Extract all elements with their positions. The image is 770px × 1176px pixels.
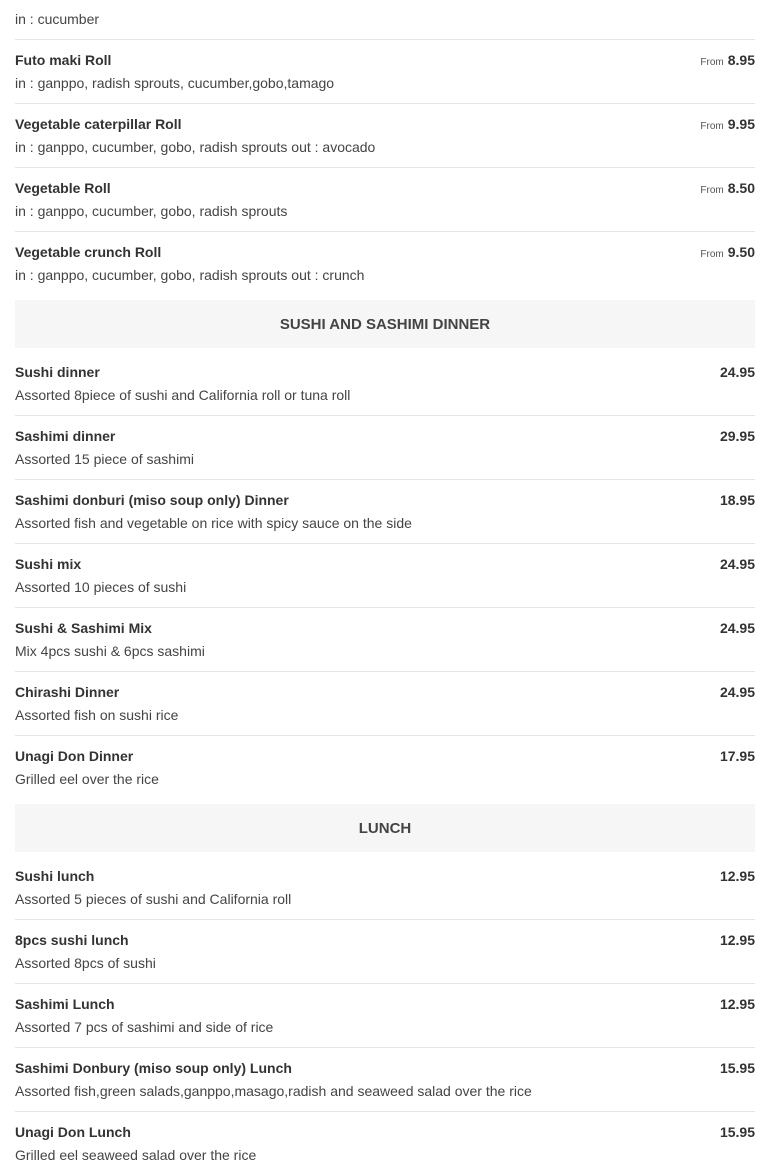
menu-item-description: Assorted 10 pieces of sushi	[15, 579, 187, 595]
section-header-lunch: LUNCH	[15, 804, 755, 852]
menu-item-name: Unagi Don Lunch	[15, 1124, 131, 1140]
menu-item-description: in : cucumber	[15, 11, 100, 27]
menu-item-price: 24.95	[719, 684, 755, 700]
price-value: 8.95	[727, 52, 755, 68]
menu-item-name: Vegetable Roll	[15, 180, 111, 196]
menu-item-name: Sushi mix	[15, 556, 82, 572]
menu-item-sashimi-dinner[interactable]	[15, 416, 755, 480]
menu-item-futo-maki-roll[interactable]	[15, 40, 755, 104]
menu-item-price	[700, 52, 755, 68]
menu-item-description: Assorted fish,green salads,ganppo,masago,radish and seaweed salad over the rice	[15, 1083, 532, 1099]
menu-item-name: Sushi & Sashimi Mix	[15, 620, 152, 636]
menu-item-name: Sashimi Donbury (miso soup only) Lunch	[15, 1060, 292, 1076]
menu-item-price: 12.95	[719, 932, 755, 948]
menu-item-chirashi-dinner[interactable]	[15, 672, 755, 736]
price-value: 8.50	[727, 180, 755, 196]
menu-item-price: 29.95	[719, 428, 755, 444]
menu-item-name: Sushi dinner	[15, 364, 100, 380]
menu-item-name: Sashimi Lunch	[15, 996, 115, 1012]
menu-item-description: in : ganppo, radish sprouts, cucumber,gobo,tamago	[15, 75, 335, 91]
menu-item-sashimi-lunch[interactable]	[15, 984, 755, 1048]
menu-item-name: Sashimi dinner	[15, 428, 116, 444]
menu-item-description: in : ganppo, cucumber, gobo, radish sprouts out : crunch	[15, 267, 365, 283]
menu-item-price: 24.95	[719, 556, 755, 572]
menu-item-unagi-don-lunch[interactable]	[15, 1112, 755, 1176]
menu-item-8pcs-sushi-lunch[interactable]	[15, 920, 755, 984]
menu-item-description: Assorted 8pcs of sushi	[15, 955, 156, 971]
menu-item-unagi-don-dinner[interactable]	[15, 736, 755, 800]
menu-item-partial[interactable]	[15, 0, 755, 40]
menu-item-name: Sushi lunch	[15, 868, 95, 884]
menu-item-description: Assorted 7 pcs of sashimi and side of rice	[15, 1019, 274, 1035]
menu-item-name: Sashimi donburi (miso soup only) Dinner	[15, 492, 289, 508]
menu-item-sashimi-donburi-dinner[interactable]	[15, 480, 755, 544]
price-value: 9.50	[727, 244, 755, 260]
menu-item-name: Futo maki Roll	[15, 52, 112, 68]
menu-item-price: 12.95	[719, 868, 755, 884]
menu-item-price: 15.95	[719, 1124, 755, 1140]
menu-item-price: 24.95	[719, 620, 755, 636]
menu-item-description: Assorted 8piece of sushi and California roll or tuna roll	[15, 387, 351, 403]
menu-item-description: Assorted fish and vegetable on rice with spicy sauce on the side	[15, 515, 412, 531]
menu-item-description: Assorted 5 pieces of sushi and California roll	[15, 891, 292, 907]
menu-item-description: in : ganppo, cucumber, gobo, radish sprouts	[15, 203, 288, 219]
menu-list	[15, 0, 755, 1176]
menu-item-price: 15.95	[719, 1060, 755, 1076]
menu-item-description: in : ganppo, cucumber, gobo, radish sprouts out : avocado	[15, 139, 376, 155]
menu-item-description: Grilled eel over the rice	[15, 771, 159, 787]
menu-item-description: Assorted 15 piece of sashimi	[15, 451, 194, 467]
menu-item-sushi-lunch[interactable]	[15, 856, 755, 920]
menu-item-price	[700, 180, 755, 196]
menu-item-price	[700, 244, 755, 260]
section-header-sushi-sashimi-dinner: SUSHI AND SASHIMI DINNER	[15, 300, 755, 348]
menu-item-vegetable-crunch-roll[interactable]	[15, 232, 755, 296]
menu-item-name: Vegetable caterpillar Roll	[15, 116, 182, 132]
menu-item-price: 18.95	[719, 492, 755, 508]
menu-item-sushi-sashimi-mix[interactable]	[15, 608, 755, 672]
menu-item-name: Vegetable crunch Roll	[15, 244, 162, 260]
menu-item-name: Unagi Don Dinner	[15, 748, 134, 764]
menu-item-price: 12.95	[719, 996, 755, 1012]
menu-item-name: Chirashi Dinner	[15, 684, 120, 700]
menu-item-name: 8pcs sushi lunch	[15, 932, 129, 948]
menu-item-description: Grilled eel seaweed salad over the rice	[15, 1147, 257, 1163]
menu-item-price: 17.95	[719, 748, 755, 764]
menu-item-vegetable-roll[interactable]	[15, 168, 755, 232]
menu-item-description: Mix 4pcs sushi & 6pcs sashimi	[15, 643, 205, 659]
menu-item-sushi-dinner[interactable]	[15, 352, 755, 416]
menu-item-price: 24.95	[719, 364, 755, 380]
price-value: 9.95	[727, 116, 755, 132]
menu-item-sushi-mix[interactable]	[15, 544, 755, 608]
menu-item-price	[700, 116, 755, 132]
menu-item-description: Assorted fish on sushi rice	[15, 707, 179, 723]
price-from-label: From	[700, 57, 724, 68]
price-from-label: From	[700, 121, 724, 132]
menu-item-vegetable-caterpillar-roll[interactable]	[15, 104, 755, 168]
price-from-label: From	[700, 185, 724, 196]
price-from-label: From	[700, 249, 724, 260]
menu-item-sashimi-donbury-lunch[interactable]	[15, 1048, 755, 1112]
